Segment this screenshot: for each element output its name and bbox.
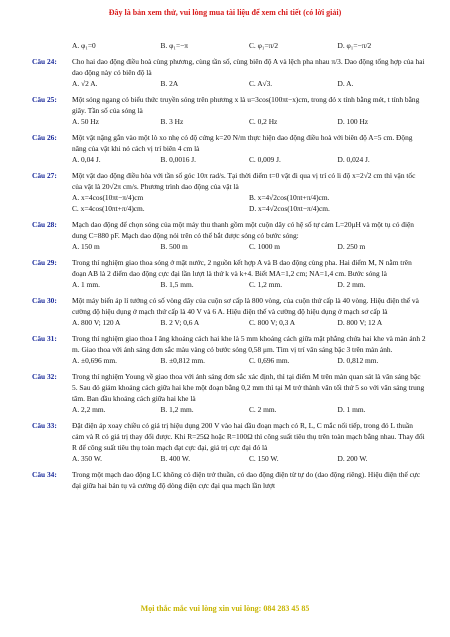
question-text: Một sóng ngang có biểu thức truyền sóng trên phương x là u=3cos(100πt−x)cm, trong đó x tính bằng mét, t tính bằng giây. Tần số của sóng là: [72, 95, 420, 115]
question-block: [32, 420, 426, 464]
option: B. 3 Hz: [160, 117, 184, 126]
option: D. x=4√2cos(10πt−π/4)cm.: [249, 204, 330, 213]
options-row: [72, 317, 426, 328]
question-block: [32, 56, 426, 89]
option: D. 800 V; 12 A: [337, 318, 383, 327]
option: C. 1000 m: [249, 242, 281, 251]
option: C. 800 V; 0,3 A: [249, 318, 296, 327]
question-list: [32, 56, 426, 491]
question-text: Trong thí nghiệm giao thoa sóng ở mặt nước, 2 nguồn kết hợp A và B dao động cùng pha. Hai điểm M, N nằm trên đoạn AB là 2 điểm dao động cực đại lần lượt là thứ k và k+4. Biết MA=1,2 cm; NA=1,4 cm. Bước sóng là: [72, 258, 412, 278]
document-body: [32, 40, 426, 491]
previous-question-options: [32, 40, 426, 51]
option: A. √2 A.: [72, 79, 98, 88]
options-row: [72, 453, 426, 464]
question-block: [32, 219, 426, 252]
option: A. 150 m: [72, 242, 100, 251]
question-block: [32, 469, 426, 491]
option: C. φ₁=π/2: [249, 41, 279, 50]
option: C. 2 mm.: [249, 405, 277, 414]
question-block: [32, 132, 426, 165]
option: A. 0,04 J.: [72, 155, 101, 164]
option: C. x=4cos(10πt+π/4)cm.: [72, 204, 145, 213]
preview-notice-banner: Đây là bản xem thử, vui lòng mua tài liệu để xem chi tiết (có lời giải): [108, 8, 342, 17]
option: B. 1,5 mm.: [160, 280, 194, 289]
question-text: Một vật dao động điều hòa với tần số góc 10π rad/s. Tại thời điểm t=0 vật đi qua vị trí có li độ x=2√2 cm thì vận tốc của vật là 20√2π cm/s. Phương trình dao động của vật là: [72, 171, 416, 191]
question-block: [32, 94, 426, 127]
option: B. 1,2 mm.: [160, 405, 194, 414]
option: B. 0,0016 J.: [160, 155, 197, 164]
question-text: Đặt điện áp xoay chiều có giá trị hiệu dụng 200 V vào hai đầu đoạn mạch có R, L, C mắc nối tiếp, trong đó L thuần cảm và R có giá trị thay đổi được. Khi R=25Ω hoặc R=100Ω thì công suất tiêu thụ trên toàn mạch bằng nhau. Thay đổi R để công suất tiêu thụ toàn mạch đạt cực đại, giá trị cực đại đó là: [72, 421, 425, 452]
option: D. 0,812 mm.: [337, 356, 379, 365]
question-number: Câu 28:: [32, 220, 57, 229]
question-text: Cho hai dao động điều hoà cùng phương, cùng tần số, cùng biên độ A và lệch pha nhau π/3. Dao động tổng hợp của hai dao động này có biên độ là: [72, 57, 425, 77]
option: C. 150 W.: [249, 454, 279, 463]
option: C. 0,009 J.: [249, 155, 281, 164]
question-number: Câu 30:: [32, 296, 57, 305]
question-block: [32, 295, 426, 328]
option: A. 1 mm.: [72, 280, 100, 289]
option: B. 2A: [160, 79, 179, 88]
option: D. A.: [337, 79, 354, 88]
option: B. ±0,812 mm.: [160, 356, 206, 365]
options-row: [72, 241, 426, 252]
question-text: Một vật nặng gắn vào một lò xo nhẹ có độ cứng k=20 N/m thực hiện dao động điều hoà với biên độ A=5 cm. Động năng của vật khi nó cách vị trí biên 4 cm là: [72, 133, 413, 153]
option: C. 1,2 mm.: [249, 280, 283, 289]
question-text: Mạch dao động để chọn sóng của một máy thu thanh gồm một cuộn dây có hệ số tự cảm L=20μH và một tụ có điện dung C=880 pF. Mạch dao động nói trên có thể bắt được sóng có bước sóng:: [72, 220, 414, 240]
option: A. 50 Hz: [72, 117, 99, 126]
option: D. φ₁=−π/2: [337, 41, 372, 50]
option: D. 0,024 J.: [337, 155, 370, 164]
question-number: Câu 29:: [32, 258, 57, 267]
question-number: Câu 26:: [32, 133, 57, 142]
option: D. 1 mm.: [337, 405, 366, 414]
options-row: [72, 279, 426, 290]
question-number: Câu 24:: [32, 57, 57, 66]
options-row: [72, 154, 426, 165]
option: A. x=4cos(10πt−π/4)cm: [72, 193, 144, 202]
option: D. 200 W.: [337, 454, 368, 463]
option: B. 2 V; 0,6 A: [160, 318, 200, 327]
question-number: Câu 31:: [32, 334, 57, 343]
question-block: [32, 257, 426, 290]
question-number: Câu 32:: [32, 372, 57, 381]
options-row: [72, 203, 426, 214]
question-text: Một máy biến áp lí tưởng có số vòng dây của cuộn sơ cấp là 800 vòng, của cuộn thứ cấp là 40 vòng. Hiệu điện thế và cường độ hiệu dụng ở mạch thứ cấp là 40 V và 6 A. Hiệu điện thế và cường độ hiệu dụng ở mạch sơ cấp là: [72, 296, 419, 316]
option: C. 0,696 mm.: [249, 356, 290, 365]
question-number: Câu 34:: [32, 470, 57, 479]
contact-banner: Mọi thắc mắc vui lòng xin vui lòng: 084 283 45 85: [140, 604, 310, 613]
question-block: [32, 333, 426, 366]
options-row: [72, 116, 426, 127]
option: B. 500 m: [160, 242, 188, 251]
option: A. 800 V; 120 A: [72, 318, 121, 327]
options-row: [72, 404, 426, 415]
option: B. φ₁=−π: [160, 41, 189, 50]
question-number: Câu 25:: [32, 95, 57, 104]
question-text: Trong thí nghiệm Young về giao thoa với ánh sáng đơn sắc xác định, thì tại điểm M trên màn quan sát là vân sáng bậc 5. Sau đó giảm khoảng cách giữa hai khe một đoạn bằng 0,2 mm thì tại M trở thành vân tối thứ 5 so với vân sáng trung tâm. Ban đầu khoảng cách giữa hai khe là: [72, 372, 425, 403]
options-row: [72, 355, 426, 366]
option: B. 400 W.: [160, 454, 191, 463]
question-number: Câu 33:: [32, 421, 57, 430]
option: C. 0,2 Hz: [249, 117, 278, 126]
options-row: [72, 78, 426, 89]
question-number: Câu 27:: [32, 171, 57, 180]
question-block: [32, 371, 426, 415]
question-block: [32, 170, 426, 214]
options-row: [72, 192, 426, 203]
option: A. 350 W.: [72, 454, 102, 463]
option: A. 2,2 mm.: [72, 405, 106, 414]
option: C. A√3.: [249, 79, 273, 88]
option: D. 250 m: [337, 242, 366, 251]
option: D. 100 Hz: [337, 117, 369, 126]
question-text: Trong thí nghiệm giao thoa I âng khoảng cách hai khe là 5 mm khoảng cách giữa mặt phẳng chứa hai khe và màn ảnh 2 m. Giao thoa với ánh sáng đơn sắc màu vàng có bước sóng 0,58 μm. Tìm vị trí vân sáng bậc 3 trên màn ảnh.: [72, 334, 426, 354]
option: D. 2 mm.: [337, 280, 366, 289]
question-text: Trong một mạch dao động LC không có điện trở thuần, có dao động điện từ tự do (dao động riêng). Hiệu điện thế cực đại giữa hai bản tụ và cường độ dòng điện cực đại qua mạch lần lượt: [72, 470, 421, 490]
option: B. x=4√2cos(10πt+π/4)cm.: [249, 193, 330, 202]
option: A. ±0,696 mm.: [72, 356, 117, 365]
option: A. φ₁=0: [72, 41, 96, 50]
